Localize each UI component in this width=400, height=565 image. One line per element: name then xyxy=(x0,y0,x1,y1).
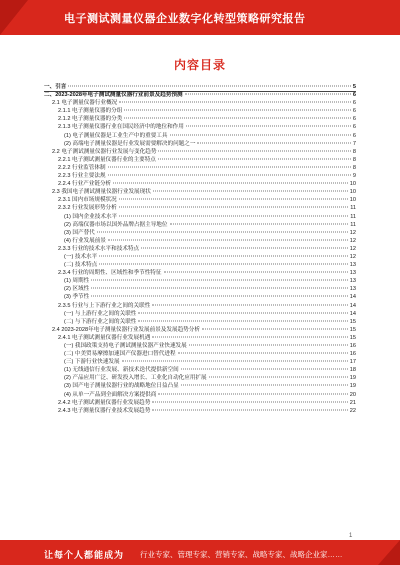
toc-dot-leader xyxy=(170,134,351,135)
toc-dot-leader xyxy=(91,280,348,281)
footer-tags: 行业专家、管理专家、营销专家、战略专家、战略企业家…… xyxy=(140,550,343,559)
toc-dot-leader xyxy=(141,247,348,248)
toc-dot-leader xyxy=(99,255,348,256)
toc-page-number: 13 xyxy=(349,278,356,285)
toc-page-number: 12 xyxy=(349,237,356,244)
toc-entry-title: 2.2.4 行业产业链分析 xyxy=(58,181,112,188)
toc-dot-leader xyxy=(119,199,348,200)
toc-entry-title: (1) 无线通信行业发展、新技术迭代提供新空间 xyxy=(64,367,179,374)
toc-entry-title: (4) 从单一产品到全面解决方案提供商 xyxy=(64,391,157,398)
toc-entry[interactable] xyxy=(44,302,356,310)
toc-page-number: 11 xyxy=(350,221,356,228)
toc-entry[interactable] xyxy=(44,382,356,390)
toc-entry[interactable] xyxy=(44,196,356,204)
toc-entry-title: (2) 高端电子测量仪器是行业发展需要解决的问题之一 xyxy=(64,140,196,147)
toc-entry-title: 2.3.1 国内市场规模状况 xyxy=(58,197,117,204)
toc-dot-leader xyxy=(97,231,348,232)
toc-page-number: 13 xyxy=(349,270,356,277)
toc-entry[interactable] xyxy=(44,115,356,123)
toc-page-number: 20 xyxy=(349,391,356,398)
toc-entry[interactable] xyxy=(44,221,356,229)
toc-dot-leader xyxy=(119,102,351,103)
toc-dot-leader xyxy=(158,150,350,151)
toc-entry-title: 2.2 电子测试测量仪器行业发展与变化趋势 xyxy=(52,148,157,155)
toc-dot-leader xyxy=(189,345,348,346)
toc-page-number: 8 xyxy=(352,156,356,163)
report-header-bar xyxy=(0,0,400,35)
toc-entry-title: (3) 季节性 xyxy=(64,294,90,301)
toc-page-number: 10 xyxy=(349,189,356,196)
toc-entry[interactable] xyxy=(44,237,356,245)
toc-dot-leader xyxy=(158,393,347,394)
toc-entry[interactable] xyxy=(44,229,356,237)
toc-dot-leader xyxy=(124,118,351,119)
toc-entry[interactable] xyxy=(44,188,356,196)
toc-entry-title: 2.3.3 行业的技术水平和技术特点 xyxy=(58,245,140,252)
toc-entry-title: 2.2.2 行业监管体制 xyxy=(58,164,106,171)
toc-entry-title: 2.3.5 行业与上下游行业之间的关联性 xyxy=(58,302,151,309)
toc-dot-leader xyxy=(119,207,348,208)
toc-entry-title: 2.4 2023-2028年电子测量仪器行业发展前景及发展趋势分析 xyxy=(52,326,200,333)
toc-page-number: 9 xyxy=(352,173,356,180)
toc-entry[interactable] xyxy=(44,366,356,374)
toc-dot-leader xyxy=(209,377,348,378)
toc-entry-title: 2.1.1 电子测量仪器的分组 xyxy=(58,108,123,115)
toc-dot-leader xyxy=(185,94,351,95)
footer-accent-wedge xyxy=(378,540,400,565)
toc-page-number: 6 xyxy=(352,100,356,107)
toc-page-number: 16 xyxy=(349,351,356,358)
toc-entry-title: (4) 行业发展前景 xyxy=(64,237,106,244)
toc-page-number: 10 xyxy=(349,197,356,204)
toc-entry[interactable] xyxy=(44,180,356,188)
toc-page-number: 14 xyxy=(349,310,356,317)
toc-entry[interactable] xyxy=(44,99,356,107)
toc-dot-leader xyxy=(197,142,350,143)
toc-entry-title: 一、引言 xyxy=(44,84,67,90)
toc-entry[interactable] xyxy=(44,358,356,366)
toc-entry[interactable] xyxy=(44,342,356,350)
toc-dot-leader xyxy=(108,239,348,240)
toc-dot-leader xyxy=(138,312,347,313)
toc-page-number: 12 xyxy=(349,253,356,260)
toc-page-number: 8 xyxy=(352,148,356,155)
toc-entry-title: (3) 国产电子测量仪器行业的战略地位日益凸显 xyxy=(64,383,179,390)
toc-entry-title: (3) 国产替代 xyxy=(64,229,95,236)
toc-dot-leader xyxy=(178,353,348,354)
toc-entry[interactable] xyxy=(44,261,356,269)
toc-entry[interactable] xyxy=(44,91,356,99)
toc-entry[interactable] xyxy=(44,148,356,156)
toc-entry[interactable] xyxy=(44,107,356,115)
toc-page-number: 22 xyxy=(349,407,356,414)
toc-dot-leader xyxy=(181,385,348,386)
toc-entry[interactable] xyxy=(44,407,356,415)
page-number: 1 xyxy=(349,533,353,539)
toc-page-number: 12 xyxy=(349,245,356,252)
toc-page-number: 12 xyxy=(349,229,356,236)
toc-dot-leader xyxy=(99,264,348,265)
toc-page-number: 5 xyxy=(352,84,356,90)
table-of-contents xyxy=(44,83,356,415)
toc-entry[interactable] xyxy=(44,334,356,342)
toc-dot-leader xyxy=(91,296,348,297)
toc-entry-title: 2.1.2 电子测量仪器的分类 xyxy=(58,116,123,123)
toc-page-number: 11 xyxy=(350,213,356,220)
toc-entry[interactable] xyxy=(44,140,356,148)
footer-bar xyxy=(0,540,400,565)
toc-entry[interactable] xyxy=(44,172,356,180)
toc-page-number: 15 xyxy=(349,326,356,333)
toc-dot-leader xyxy=(152,304,347,305)
toc-dot-leader xyxy=(113,183,348,184)
toc-dot-leader xyxy=(170,223,349,224)
toc-entry[interactable] xyxy=(44,164,356,172)
toc-entry[interactable] xyxy=(44,399,356,407)
toc-entry-title: 2.1.3 电子测量仪器行业在国民经济中的地位和作用 xyxy=(58,124,184,131)
toc-page-number: 6 xyxy=(352,132,356,139)
toc-dot-leader xyxy=(186,126,351,127)
toc-dot-leader xyxy=(164,272,348,273)
toc-page-number: 11 xyxy=(350,205,356,212)
toc-entry[interactable] xyxy=(44,204,356,212)
toc-page-number: 14 xyxy=(349,294,356,301)
toc-dot-leader xyxy=(108,175,351,176)
toc-entry-title: (二) 中美贸易摩擦加速国产仪器进口替代进程 xyxy=(64,351,176,358)
toc-entry[interactable] xyxy=(44,374,356,382)
toc-dot-leader xyxy=(91,288,348,289)
toc-entry-title: 2.4.3 电子测量仪器行业技术发展趋势 xyxy=(58,407,151,414)
toc-page-number: 19 xyxy=(349,383,356,390)
toc-page-number: 13 xyxy=(349,286,356,293)
toc-dot-leader xyxy=(119,215,348,216)
toc-entry[interactable] xyxy=(44,318,356,326)
toc-dot-leader xyxy=(152,401,347,402)
toc-entry-title: (一) 与上游行业之间的关联性 xyxy=(64,310,137,317)
toc-heading: 内容目录 xyxy=(173,58,226,72)
toc-entry[interactable] xyxy=(44,350,356,358)
toc-dot-leader xyxy=(158,158,351,159)
toc-dot-leader xyxy=(152,336,347,337)
toc-entry[interactable] xyxy=(44,253,356,261)
toc-page-number: 6 xyxy=(352,116,356,123)
toc-page-number: 7 xyxy=(352,140,356,147)
toc-dot-leader xyxy=(153,191,348,192)
footer-slogan: 让每个人都能成为 xyxy=(44,550,125,560)
toc-page-number: 21 xyxy=(349,399,356,406)
header-accent-wedge xyxy=(0,0,28,35)
toc-entry-title: (2) 产品应用广泛、研发投入增长、工业化自动化应用扩展 xyxy=(64,375,207,382)
toc-entry-title: 2.3.2 行业发展形势分析 xyxy=(58,205,117,212)
toc-entry-title: (1) 周期性 xyxy=(64,278,90,285)
toc-entry-title: 2.3 我国电子测试测量仪器行业发展现状 xyxy=(52,189,151,196)
toc-entry[interactable] xyxy=(44,245,356,253)
toc-entry-title: 2.4.1 电子测试测量仪器行业发展机遇 xyxy=(58,334,151,341)
toc-entry[interactable] xyxy=(44,83,356,91)
toc-entry[interactable] xyxy=(44,285,356,293)
toc-entry-title: (1) 电子测量仪器是工业生产中的重要工具 xyxy=(64,132,168,139)
toc-entry-title: (2) 高端仪器市场以国外品牌占据主导地位 xyxy=(64,221,168,228)
toc-entry-title: (一) 我国政策支持电子测试测量仪器产业快速发展 xyxy=(64,343,187,349)
toc-entry[interactable] xyxy=(44,132,356,140)
toc-page-number: 15 xyxy=(349,334,356,341)
toc-entry-title: (一) 技术水平 xyxy=(64,253,98,260)
toc-entry[interactable] xyxy=(44,391,356,399)
toc-entry-title: 2.3.4 行业的周期性、区域性和季节性特征 xyxy=(58,270,162,277)
toc-entry-title: (三) 下游行业快速发展 xyxy=(64,359,120,366)
toc-page-number: 6 xyxy=(352,92,356,99)
toc-dot-leader xyxy=(122,361,348,362)
toc-dot-leader xyxy=(108,166,351,167)
report-title: 电子测试测量仪器企业数字化转型策略研究报告 xyxy=(64,13,306,25)
toc-dot-leader xyxy=(138,320,347,321)
toc-dot-leader xyxy=(202,328,348,329)
toc-entry-title: (2) 区域性 xyxy=(64,286,90,293)
toc-entry-title: 二、2023-2028年电子测试测量仪器行业前景及趋势预测 xyxy=(44,92,183,99)
toc-page-number: 18 xyxy=(349,367,356,374)
toc-page-number: 13 xyxy=(349,262,356,269)
toc-entry-title: 2.4.2 电子测试测量仪器行业发展趋势 xyxy=(58,399,151,406)
toc-entry[interactable] xyxy=(44,277,356,285)
toc-entry-title: (二) 与下游行业之间的关联性 xyxy=(64,318,137,325)
toc-entry-title: (二) 技术特点 xyxy=(64,262,98,269)
toc-entry-title: 2.2.3 行业主要法规 xyxy=(58,173,106,180)
toc-page-number: 15 xyxy=(349,318,356,325)
toc-entry-title: 2.1 电子测量仪器行业概况 xyxy=(52,100,118,107)
toc-page-number: 6 xyxy=(352,108,356,115)
toc-page-number: 10 xyxy=(349,181,356,188)
toc-entry[interactable] xyxy=(44,123,356,131)
toc-page-number: 14 xyxy=(349,302,356,309)
toc-entry[interactable] xyxy=(44,269,356,277)
toc-entry-title: 2.2.1 电子测试测量仪器行业的主要特点 xyxy=(58,156,156,163)
toc-entry[interactable] xyxy=(44,213,356,221)
toc-dot-leader xyxy=(181,369,348,370)
toc-dot-leader xyxy=(152,409,347,410)
toc-page-number: 8 xyxy=(352,164,356,171)
toc-dot-leader xyxy=(124,110,351,111)
toc-page-number: 16 xyxy=(349,343,356,349)
toc-entry[interactable] xyxy=(44,310,356,318)
toc-entry-title: (1) 国内企业技术水平 xyxy=(64,213,118,220)
toc-page-number: 6 xyxy=(352,124,356,131)
toc-entry[interactable] xyxy=(44,156,356,164)
toc-page-number: 17 xyxy=(349,359,356,366)
toc-dot-leader xyxy=(68,86,350,87)
toc-entry[interactable] xyxy=(44,326,356,334)
toc-entry[interactable] xyxy=(44,293,356,301)
toc-page-number: 19 xyxy=(349,375,356,382)
